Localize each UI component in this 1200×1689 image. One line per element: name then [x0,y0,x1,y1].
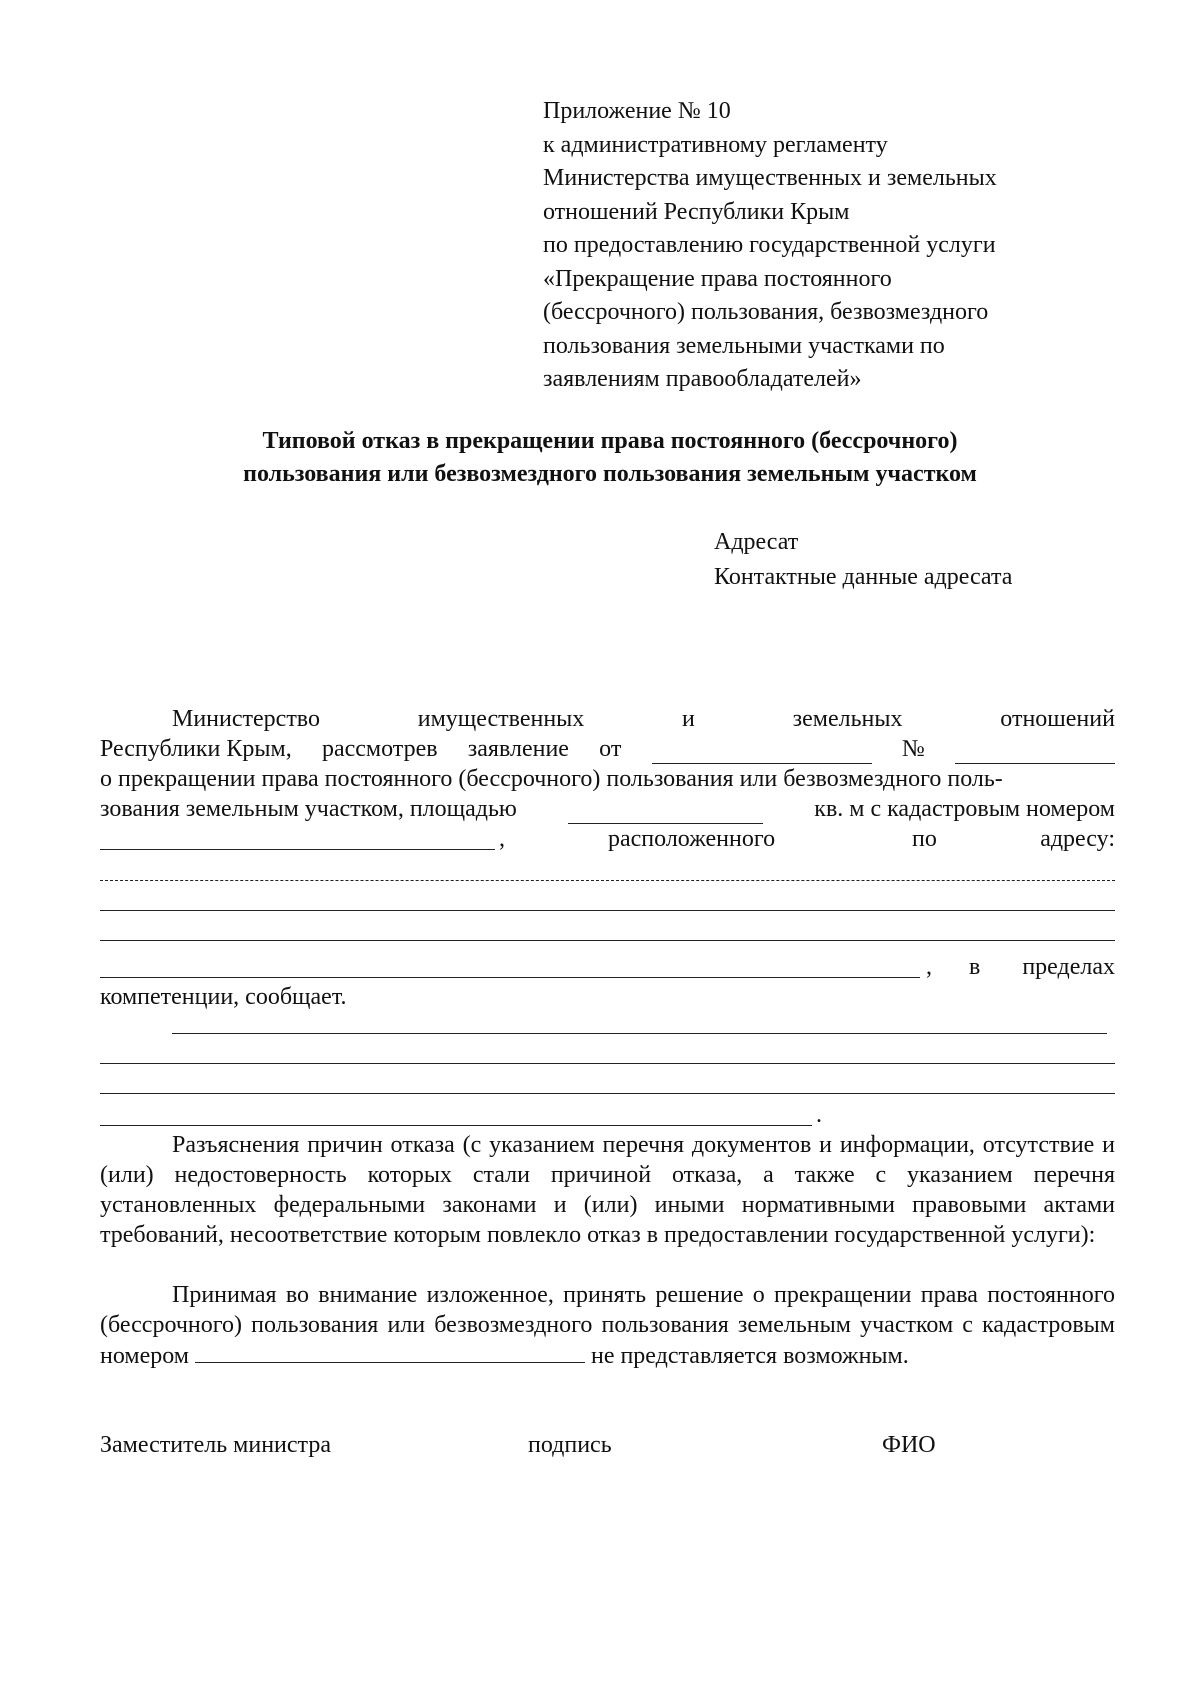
appendix-line: Министерства имущественных и земельных [543,165,997,191]
comma: , [499,826,505,852]
word: имущественных [417,706,585,732]
appendix-line: «Прекращение права постоянного [543,265,892,292]
message-line[interactable] [100,1063,1115,1064]
area-field[interactable] [568,801,763,824]
appendix-header [543,95,997,397]
word: Республики Крым, [100,736,292,762]
decision-paragraph [100,1280,1115,1371]
word: Министерство [172,706,320,732]
body-row-10 [100,982,347,1012]
explanation-paragraph [100,1130,1115,1250]
signature-name: ФИО [882,1432,936,1458]
body-text: о прекращении права постоянного (бессрочного) пользования или безвозмездного поль- [100,766,1003,792]
cadastral-number-field[interactable] [100,827,495,850]
body-text: компетенции, сообщает. [100,984,347,1010]
appendix-line: к административному регламенту [543,131,888,158]
body-text: пределах [1022,954,1115,980]
appendix-line: отношений Республики Крым [543,198,850,225]
body-row-3 [100,764,1003,794]
body-row-9 [100,952,1115,982]
document-title [100,425,1120,491]
addressee-name: Адресат [714,529,799,555]
signature-position: Заместитель министра [100,1432,331,1458]
word: от [599,736,622,762]
period: . [816,1102,822,1128]
decision-text-2: не представляется возможным. [590,1343,909,1369]
appendix-line: (бессрочного) пользования, безвозмездного [543,299,989,325]
body-text: адресу: [1040,826,1115,852]
body-text: зования земельным участком, площадью [100,796,517,822]
address-field[interactable] [100,955,920,978]
word: заявление [467,736,569,762]
word: рассмотрев [321,736,438,762]
appendix-line: Приложение № 10 [543,98,731,124]
body-row-2 [100,734,1115,764]
addressee-contacts: Контактные данные адресата [714,564,1013,590]
body-text: кв. м с кадастровым номером [814,796,1115,822]
message-line[interactable] [172,1033,1107,1034]
word: и [682,706,695,732]
appendix-line: по предоставлению государственной услуги [543,232,996,258]
signature-sign: подпись [528,1432,612,1458]
body-text: расположенного [608,826,776,852]
address-line[interactable] [100,910,1115,911]
word: отношений [1000,706,1115,732]
title-line-2: пользования или безвозмездного пользования земельным участком [243,461,977,487]
appendix-line: пользования земельными участками по [543,332,945,359]
message-field[interactable] [100,1103,812,1126]
message-line[interactable] [100,1093,1115,1094]
address-line[interactable] [100,880,1115,881]
application-date-field[interactable] [652,741,872,764]
body-row-4 [100,794,1115,824]
number-sign: № [901,736,925,762]
addressee-block [714,525,1012,595]
word: земельных [792,706,903,732]
title-line-1: Типовой отказ в прекращении права постоянного (бессрочного) [262,428,958,454]
application-number-field[interactable] [955,741,1115,764]
body-row-5 [100,824,1115,854]
decision-text-1: Принимая во внимание изложенное, принять решение о прекращении права постоянного (бессрочного) пользования или безвозмездного пользования земельным участком с кадастровым номером [100,1282,1115,1369]
body-text: в [969,954,981,980]
body-row-1 [172,704,1115,734]
body-text: по [912,826,937,852]
body-row-14 [100,1100,830,1130]
explanation-text: Разъяснения причин отказа (с указанием перечня документов и информации, отсутствие и (или) недостоверность которых стали причиной отказа, а также с указанием перечня установленных федеральными законами и (или) иными нормативными правовыми актами требований, несоответствие которым повлекло отказ в предоставлении государственной услуги): [100,1132,1115,1248]
appendix-line: заявлениям правообладателей» [543,366,862,392]
address-line[interactable] [100,940,1115,941]
comma: , [926,954,932,980]
decision-cadastral-field[interactable] [195,1340,585,1363]
